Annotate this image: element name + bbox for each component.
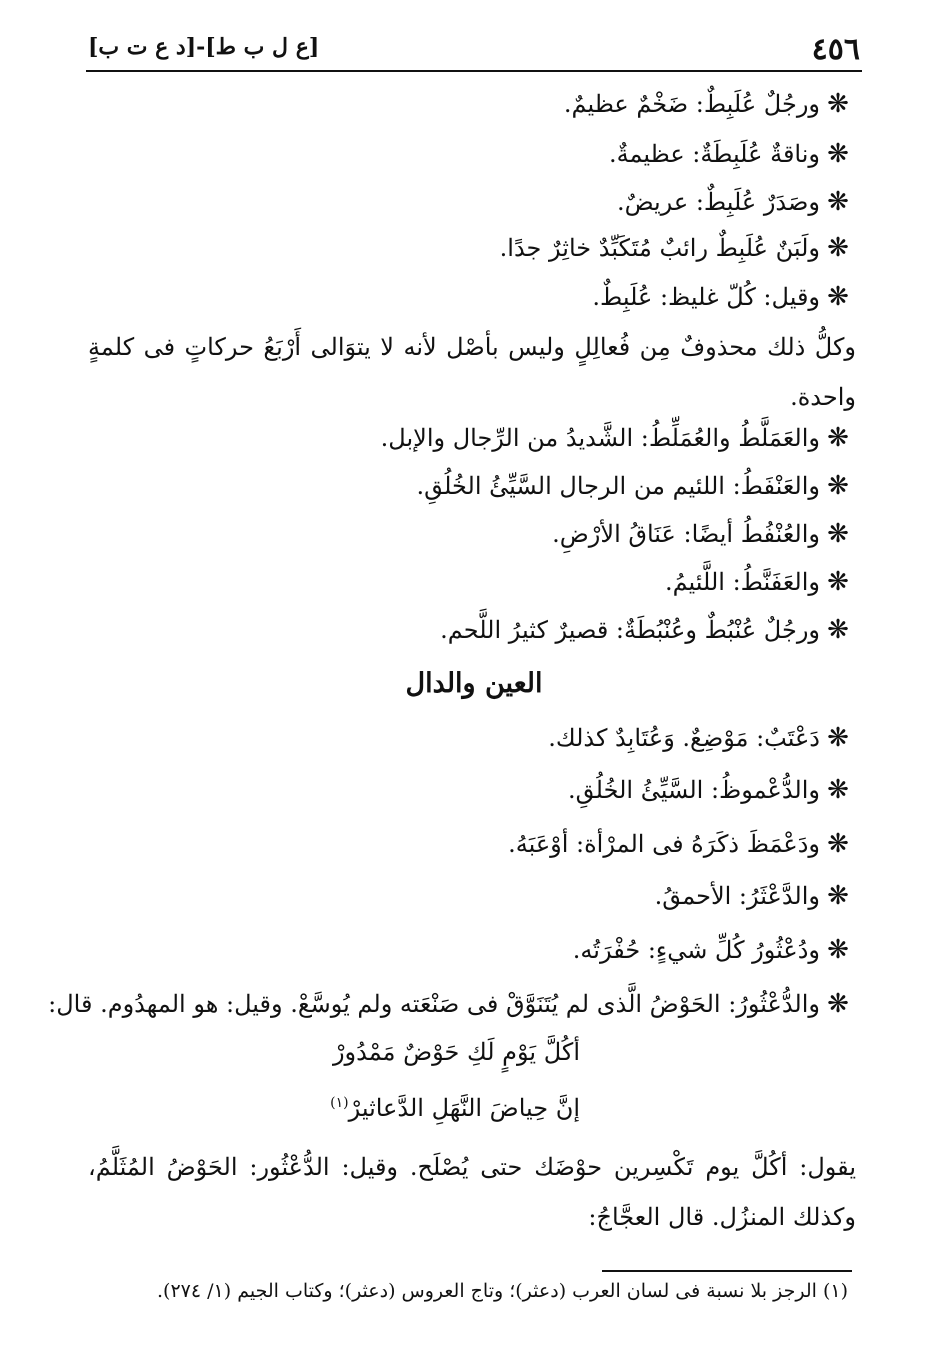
entry [416, 472, 850, 501]
entry [564, 90, 850, 119]
entry-text: ورجُلٌ عُلَبِطٌ: ضَخْمٌ عظيمٌ. [563, 90, 820, 118]
entry-text: وناقةٌ عُلَبِطَةٌ: عظيمةٌ. [609, 140, 820, 168]
footnote-marker: (١) [330, 1095, 349, 1111]
bullet-icon: ❋ [827, 89, 849, 119]
entry [508, 830, 850, 859]
entry [48, 990, 850, 1019]
entry-text: والعَفَنَّطُ: اللَّئيمُ. [664, 568, 820, 596]
entry-text: والدُّعْموظُ: السَّيِّئُ الخُلُقِ. [568, 776, 820, 804]
paragraph: يقول: أكُلَّ يوم تَكْسِرين حوْضَك حتى يُصْلَح. وقيل: الدُّعْثُور: الحَوْضُ المُثَلَّمُ، وكذلك المنزُل. قال العجَّاجُ: [88, 1153, 856, 1231]
entry [609, 140, 850, 169]
entry-text: وقيل: كُلّ غليظ: عُلَبِطٌ. [592, 283, 820, 311]
page-number: ٤٥٦ [811, 32, 860, 67]
entry [655, 882, 850, 911]
entry [381, 424, 850, 453]
entry-text: ولَبَنٌ عُلَبِطٌ رائبٌ مُتَكَبِّدٌ خاثِرٌ جدًا. [499, 234, 820, 262]
entry [552, 520, 850, 549]
bullet-icon: ❋ [827, 471, 849, 501]
entry-text: دَعْتَبٌ: مَوْضِعٌ. وَعُتَابِدٌ كذلك. [548, 724, 820, 752]
bullet-icon: ❋ [827, 989, 849, 1019]
entry [568, 776, 850, 805]
bullet-icon: ❋ [827, 723, 849, 753]
entry [617, 188, 850, 217]
footnote: (١) الرجز بلا نسبة فى لسان العرب (دعثر)؛ وتاج العروس (دعثر)؛ وكتاب الجيم (١/ ٢٧٤). [157, 1280, 848, 1302]
entry-text: والعَمَلَّطُ والعُمَلِّطُ: الشَّديدُ من الرِّجال والإبل. [380, 424, 820, 452]
verse-line [330, 1094, 580, 1122]
bullet-icon: ❋ [827, 935, 849, 965]
entry [592, 283, 850, 312]
entry [440, 616, 850, 645]
entry-text: والدَّعْثَرُ: الأحمقُ. [654, 882, 820, 910]
bullet-icon: ❋ [827, 775, 849, 805]
bullet-icon: ❋ [827, 829, 849, 859]
bullet-icon: ❋ [827, 567, 849, 597]
running-head: [ع ل ب ط]-[د ع ت ب] [88, 34, 320, 60]
entry-text: والعُنْفُطُ أيضًا: عَنَاقُ الأرْضِ. [552, 520, 820, 548]
entry-text: وصَدَرٌ عُلَبِطٌ: عريضٌ. [616, 188, 820, 216]
entry-text: ورجُلٌ عُنْبُطٌ وعُنْبُطَةٌ: قصيرٌ كثيرُ اللَّحم. [440, 616, 820, 644]
header-rule [86, 70, 862, 72]
verse-text: إنَّ حِياضَ النَّهَلِ الدَّعاثيرْ [348, 1094, 580, 1122]
bullet-icon: ❋ [827, 139, 849, 169]
entry-text: ودُعْثُورُ كُلِّ شيءٍ: حُفْرَتُه. [572, 936, 820, 964]
entry [500, 234, 850, 263]
bullet-icon: ❋ [827, 233, 849, 263]
entry-text: والعَنْفَطُ: اللئيم من الرجال السَّيِّئُ الخُلُقِ. [416, 472, 820, 500]
paragraph: وكلُّ ذلك محذوفٌ مِن فُعالِلٍ وليس بأصْل لأنه لا يتوَالى أَرْبَعُ حركاتٍ فى كلمةٍ واحدة. [88, 333, 856, 411]
section-title: العين والدال [405, 668, 543, 699]
footnote-rule [602, 1270, 852, 1272]
bullet-icon: ❋ [827, 519, 849, 549]
verse-line: أكُلَّ يَوْمٍ لَكِ حَوْضٌ مَمْدُورْ [332, 1038, 580, 1066]
bullet-icon: ❋ [827, 615, 849, 645]
entry-text: والدُّعْثُورُ: الحَوْضُ الَّذى لم يُتَنَوَّقْ فى صَنْعَته ولم يُوسَّعْ. وقيل: هو المهدُوم. قال: [48, 990, 820, 1018]
bullet-icon: ❋ [827, 282, 849, 312]
entry [573, 936, 850, 965]
bullet-icon: ❋ [827, 423, 849, 453]
page-header [88, 30, 860, 70]
bullet-icon: ❋ [827, 881, 849, 911]
entry [665, 568, 850, 597]
entry [548, 724, 850, 753]
entry-text: ودَعْمَظَ ذكَرَهُ فى المرْأة: أوْعَبَهُ. [508, 830, 820, 858]
bullet-icon: ❋ [827, 187, 849, 217]
